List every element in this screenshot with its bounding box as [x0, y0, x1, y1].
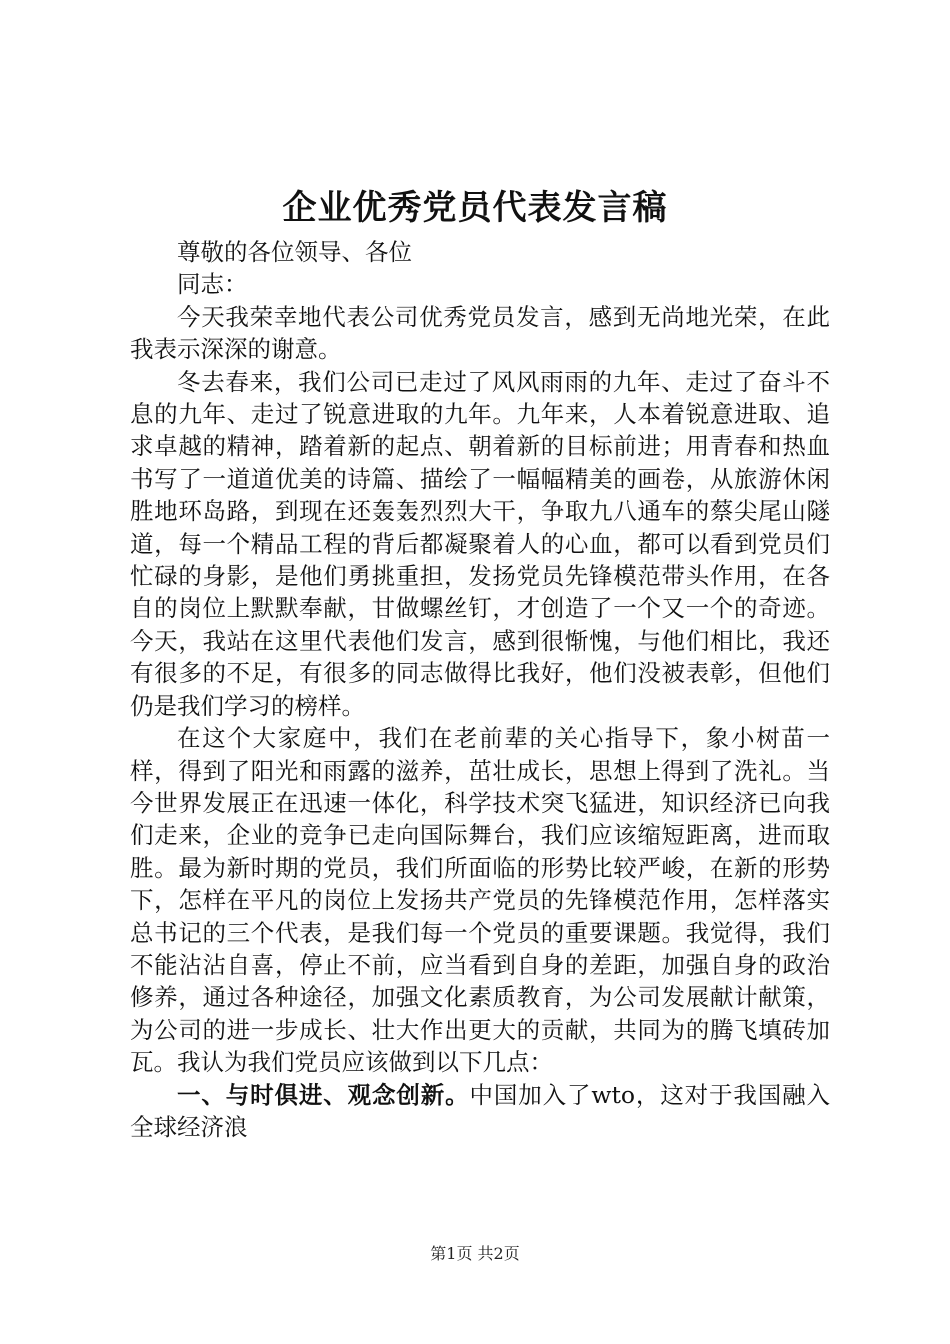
document-title: 企业优秀党员代表发言稿 — [282, 188, 668, 228]
paragraph-point-one — [130, 1079, 830, 1144]
document-body — [130, 236, 830, 1143]
paragraph-intro: 今天我荣幸地代表公司优秀党员发言，感到无尚地光荣，在此我表示深深的谢意。 — [130, 302, 830, 364]
salutation-line-2: 同志： — [177, 270, 248, 299]
point-one-text: 中国加入了wto，这对于我国融入全球经济浪 — [130, 1080, 831, 1141]
point-one-heading: 一、与时俱进、观念创新。 — [177, 1080, 470, 1109]
page-footer: 第1页 共2页 — [430, 1244, 520, 1263]
paragraph-growth: 在这个大家庭中，我们在老前辈的关心指导下，象小树苗一样，得到了阳光和雨露的滋养，茁壮成长，思想上得到了洗礼。当今世界发展正在迅速一体化，科学技术突飞猛进，知识经济已向我们走来，企业的竞争已走向国际舞台，我们应该缩短距离，进而取胜。最为新时期的党员，我们所面临的形势比较严峻，在新的形势下，怎样在平凡的岗位上发扬共产党员的先锋模范作用，怎样落实总书记的三个代表，是我们每一个党员的重要课题。我觉得，我们不能沾沾自喜，停止不前，应当看到自身的差距，加强自身的政治修养，通过各种途径，加强文化素质教育，为公司发展献计献策，为公司的进一步成长、壮大作出更大的贡献，共同为的腾飞填砖加瓦。我认为我们党员应该做到以下几点： — [130, 724, 830, 1077]
salutation-line-1: 尊敬的各位领导、各位 — [177, 238, 412, 266]
paragraph-company-history: 冬去春来，我们公司已走过了风风雨雨的九年、走过了奋斗不息的九年、走过了锐意进取的九年。九年来，人本着锐意进取、追求卓越的精神，踏着新的起点、朝着新的目标前进；用青春和热血书写了一道道优美的诗篇、描绘了一幅幅精美的画卷，从旅游休闲胜地环岛路，到现在还轰轰烈烈大干，争取九八通车的蔡尖尾山隧道，每一个精品工程的背后都凝聚着人的心血，都可以看到党员们忙碌的身影，是他们勇挑重担，发扬党员先锋模范带头作用，在各自的岗位上默默奉献，甘做螺丝钉，才创造了一个又一个的奇迹。今天，我站在这里代表他们发言，感到很惭愧，与他们相比，我还有很多的不足，有很多的同志做得比我好，他们没被表彰，但他们仍是我们学习的榜样。 — [130, 367, 830, 720]
